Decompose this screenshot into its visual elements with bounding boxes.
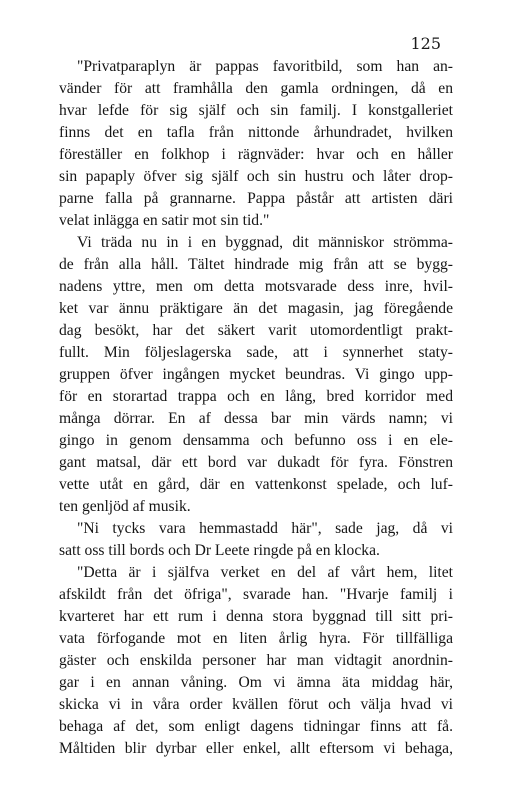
text-line: hvar lefde för sig själf och sin familj. I konstgalleriet [59,102,453,119]
text-line: gäster och enskilda personer har man vidtagit anordnin- [59,652,453,669]
text-line: många dörrar. En af dessa bar min värds namn; vi [59,410,453,427]
body-text [59,56,453,760]
text-line: parne falla på grannarne. Pappa påstår att artisten däri [59,190,453,207]
text-line: Vi träda nu in i en byggnad, dit människor strömma- [77,234,453,251]
text-line: "Detta är i själfva verket en del af vårt hem, litet [77,564,453,581]
text-line: velat inlägga en satir mot sin tid." [59,212,270,229]
text-line: gar i en annan våning. Om vi ämna äta middag här, [59,674,453,691]
text-line: ten genljöd af musik. [59,498,191,515]
text-line: "Ni tycks vara hemmastadd här", sade jag, då vi [77,520,453,537]
text-line: "Privatparaplyn är pappas favoritbild, som han an- [77,58,453,75]
text-line: de från alla håll. Tältet hindrade mig från att se bygg- [59,256,453,273]
text-line: fullt. Min följeslagerska sade, att i synnerhet staty- [59,344,453,361]
text-line: Måltiden blir dyrbar eller enkel, allt eftersom vi behaga, [59,740,453,757]
text-line: behaga af det, som enligt dagens tidningar finns att få. [59,718,453,735]
page-number: 125 [410,34,441,53]
text-line: föreställer en folkhop i rägnväder: hvar och en håller [59,146,453,163]
text-line: nadens yttre, men om detta motsvarade dess inre, hvil- [59,278,453,295]
text-line: vänder för att framhålla den gamla ordningen, då en [59,80,453,97]
text-line: för en storartad trappa och en lång, bred korridor med [59,388,453,405]
text-line: gruppen öfver ingången mycket beundras. Vi gingo upp- [59,366,453,383]
text-line: gant matsal, där ett bord var dukadt för fyra. Fönstren [59,454,453,471]
text-line: vata förfogande mot en liten årlig hyra. För tillfälliga [59,630,453,647]
text-line: skicka vi in våra order kvällen förut och välja hvad vi [59,696,453,713]
text-line: kvarteret har ett rum i denna stora byggnad till sitt pri- [59,608,453,625]
text-line: vette utåt en gård, där en vattenkonst spelade, och luf- [59,476,453,493]
text-line: afskildt från det öfriga", svarade han. "Hvarje familj i [59,586,453,603]
text-line: gingo in genom densamma och befunno oss i en ele- [59,432,453,449]
text-line: finns det en tafla från nittonde århundradet, hvilken [59,124,453,141]
text-line: sin papaply öfver sig själf och sin hustru och låter drop- [59,168,453,185]
text-line: dag besökt, har det säkert varit utomordentligt prakt- [59,322,453,339]
text-line: ket var ännu präktigare än det magasin, jag föregående [59,300,453,317]
text-line: satt oss till bords och Dr Leete ringde på en klocka. [59,542,380,559]
